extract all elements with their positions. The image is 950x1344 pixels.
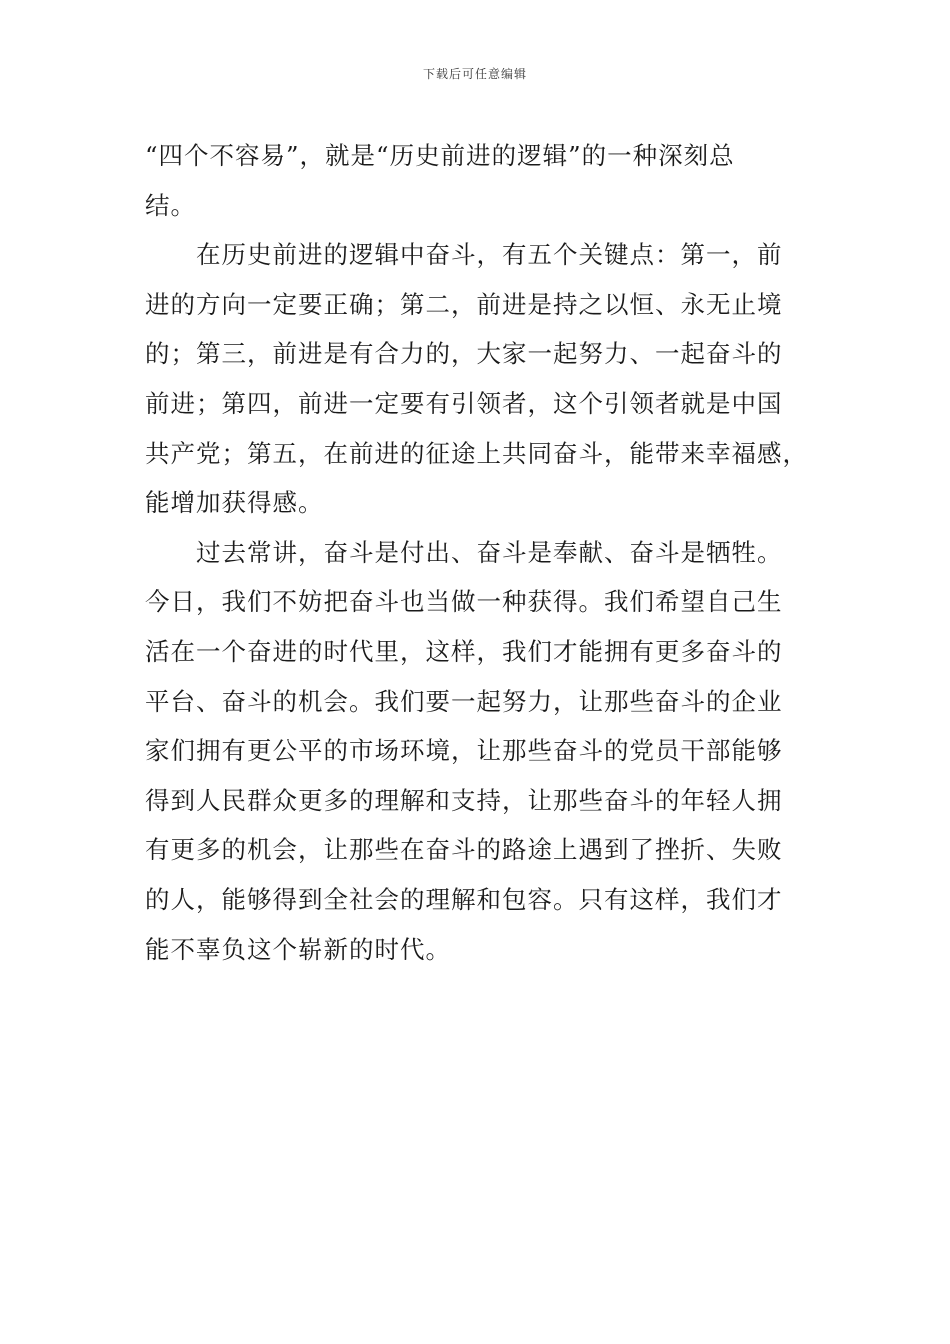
text-line: 今日，我们不妨把奋斗也当做一种获得。我们希望自己生: [145, 587, 783, 617]
text-line: 过去常讲，奋斗是付出、奋斗是奉献、奋斗是牺牲。: [145, 537, 783, 567]
text-line: 平台、奋斗的机会。我们要一起努力，让那些奋斗的企业: [145, 686, 783, 716]
text-line: 结。: [145, 190, 196, 220]
text-line: 能不辜负这个崭新的时代。: [145, 934, 451, 964]
text-line: 活在一个奋进的时代里，这样，我们才能拥有更多奋斗的: [145, 636, 783, 666]
text-line: 家们拥有更公平的市场环境，让那些奋斗的党员干部能够: [145, 736, 783, 766]
text-line: 得到人民群众更多的理解和支持，让那些奋斗的年轻人拥: [145, 785, 783, 815]
text-line: 共产党；第五，在前进的征途上共同奋斗，能带来幸福感，: [145, 438, 808, 468]
text-line: 进的方向一定要正确；第二，前进是持之以恒、永无止境: [145, 289, 783, 319]
text-line: 的人，能够得到全社会的理解和包容。只有这样，我们才: [145, 884, 783, 914]
text-line: 有更多的机会，让那些在奋斗的路途上遇到了挫折、失败: [145, 835, 783, 865]
text-line: 前进；第四，前进一定要有引领者，这个引领者就是中国: [145, 388, 783, 418]
page-header-note: 下载后可任意编辑: [422, 67, 527, 81]
document-body: [145, 131, 808, 974]
text-line: 的；第三，前进是有合力的，大家一起努力、一起奋斗的: [145, 339, 783, 369]
text-line: 在历史前进的逻辑中奋斗，有五个关键点：第一，前: [145, 240, 783, 270]
text-line: “四个不容易”，就是“历史前进的逻辑”的一种深刻总: [145, 141, 735, 170]
text-line: 能增加获得感。: [145, 488, 324, 518]
